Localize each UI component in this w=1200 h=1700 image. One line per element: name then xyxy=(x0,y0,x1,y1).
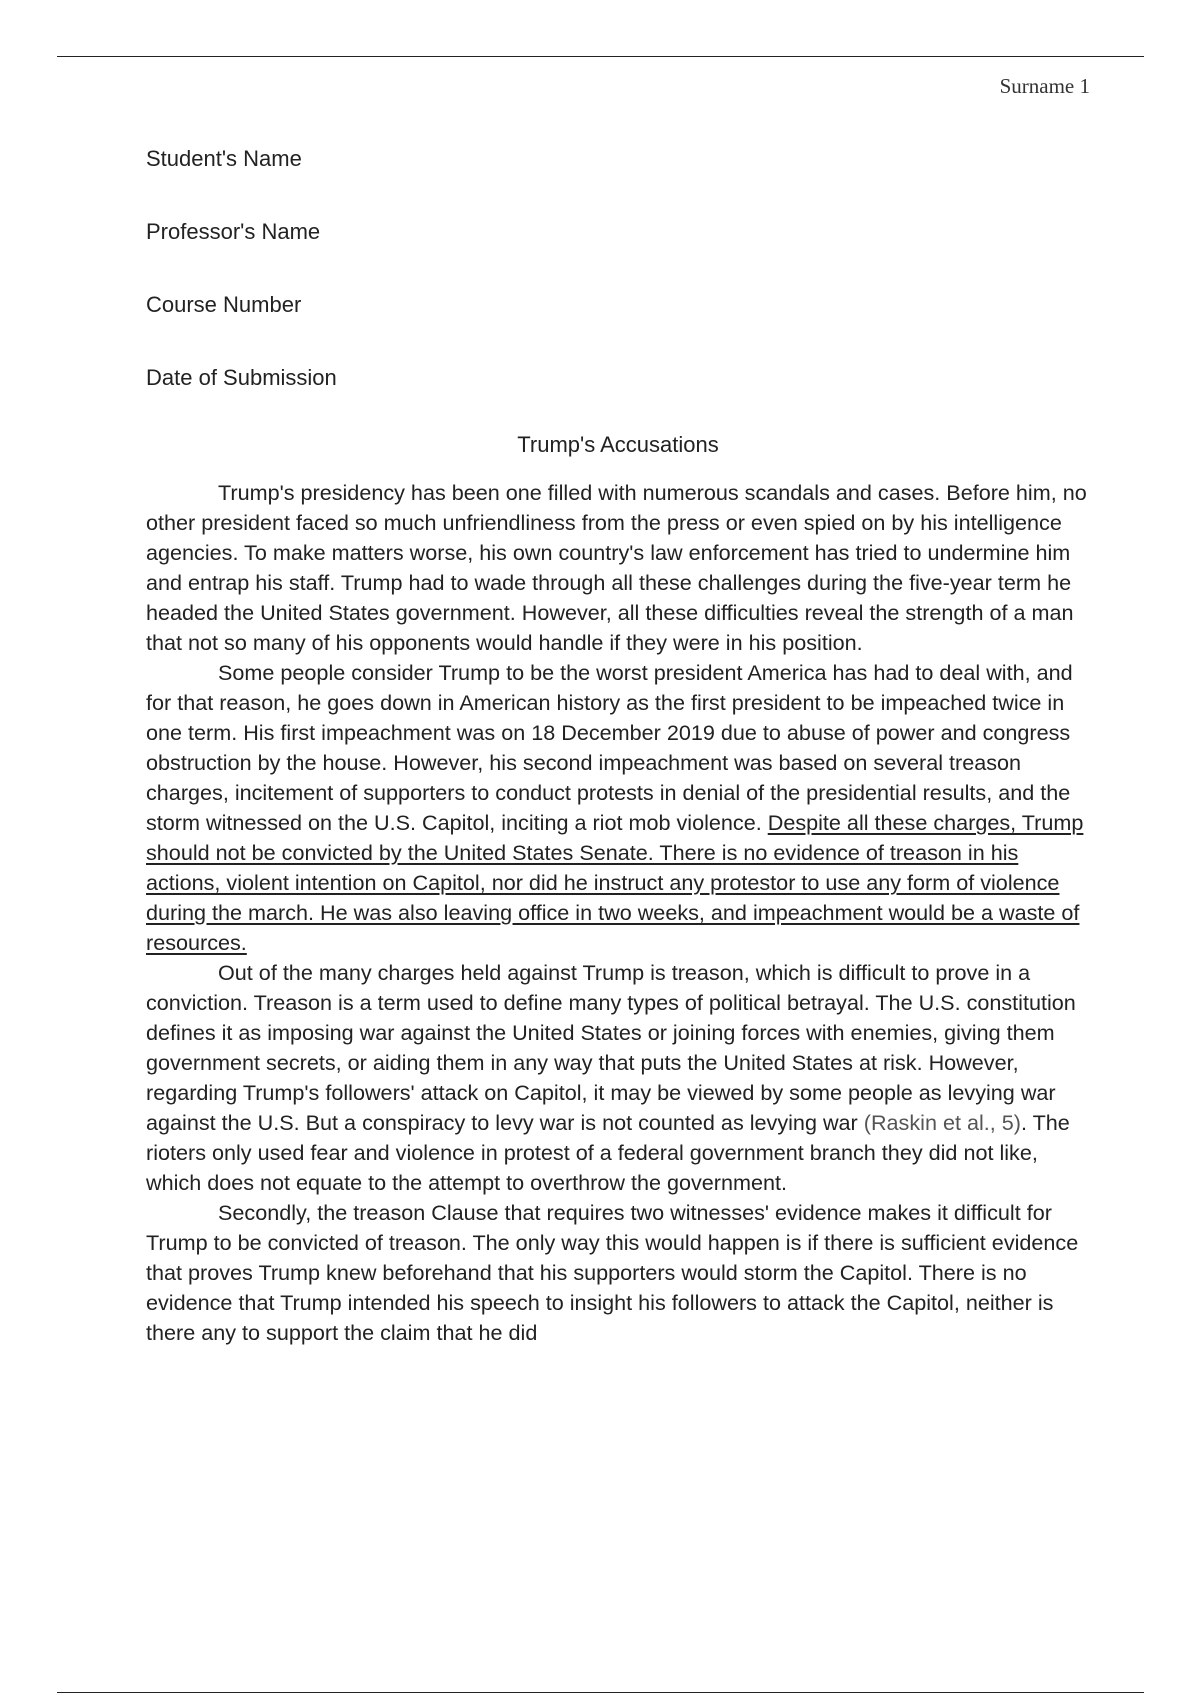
professor-name: Professor's Name xyxy=(146,219,321,244)
paragraph-3-text: Out of the many charges held against Trump is treason, which is difficult to prove in a conviction. Treason is a term used to define many types of political betrayal. The U.S. constitution defines it as imposing war against the United States or joining forces with enemies, giving them government secrets, or aiding them in any way that puts the United States at risk. However, regarding Trump's followers' attack on Capitol, it may be viewed by some people as levying war against the U.S. But a conspiracy to levy war is not counted as levying war xyxy=(146,960,1076,1135)
page-number: Surname 1 xyxy=(999,74,1090,98)
header-rule xyxy=(57,56,1144,57)
submission-date: Date of Submission xyxy=(146,365,337,390)
essay-title: Trump's Accusations xyxy=(517,432,719,457)
essay-body xyxy=(146,478,1091,1348)
paragraph-3-text-end: . The rioters only used fear and violence in protest of a federal government branch they did not like, which does not equate to the attempt to overthrow the government. xyxy=(146,1110,1070,1195)
paragraph-2-text: Some people consider Trump to be the worst president America has had to deal with, and for that reason, he goes down in American history as the first president to be impeached twice in one term. His first impeachment was on 18 December 2019 due to abuse of power and congress obstruction by the house. However, his second impeachment was based on several treason charges, incitement of supporters to conduct protests in denial of the presidential results, and the storm witnessed on the U.S. Capitol, inciting a riot mob violence. xyxy=(146,660,1073,835)
paragraph-2 xyxy=(146,658,1091,958)
in-text-citation: (Raskin et al., 5) xyxy=(863,1110,1021,1135)
mla-heading xyxy=(146,145,337,437)
paragraph-4: Secondly, the treason Clause that requires two witnesses' evidence makes it difficult for Trump to be convicted of treason. The only way this would happen is if there is sufficient evidence that proves Trump knew beforehand that his supporters would storm the Capitol. There is no evidence that Trump intended his speech to insight his followers to attack the Capitol, neither is there any to support the claim that he did xyxy=(146,1200,1079,1345)
thesis-statement: Despite all these charges, Trump should not be convicted by the United States Senate. There is no evidence of treason in his actions, violent intention on Capitol, nor did he instruct any protestor to use any form of violence during the march. He was also leaving office in two weeks, and impeachment would be a waste of resources. xyxy=(146,810,1084,955)
course-number: Course Number xyxy=(146,292,302,317)
student-name: Student's Name xyxy=(146,146,302,171)
paragraph-3 xyxy=(146,958,1091,1198)
paragraph-1: Trump's presidency has been one filled with numerous scandals and cases. Before him, no other president faced so much unfriendliness from the press or even spied on by his intelligence agencies. To make matters worse, his own country's law enforcement has tried to undermine him and entrap his staff. Trump had to wade through all these challenges during the five-year term he headed the United States government. However, all these difficulties reveal the strength of a man that not so many of his opponents would handle if they were in his position. xyxy=(146,480,1087,655)
footer-rule xyxy=(57,1692,1144,1693)
